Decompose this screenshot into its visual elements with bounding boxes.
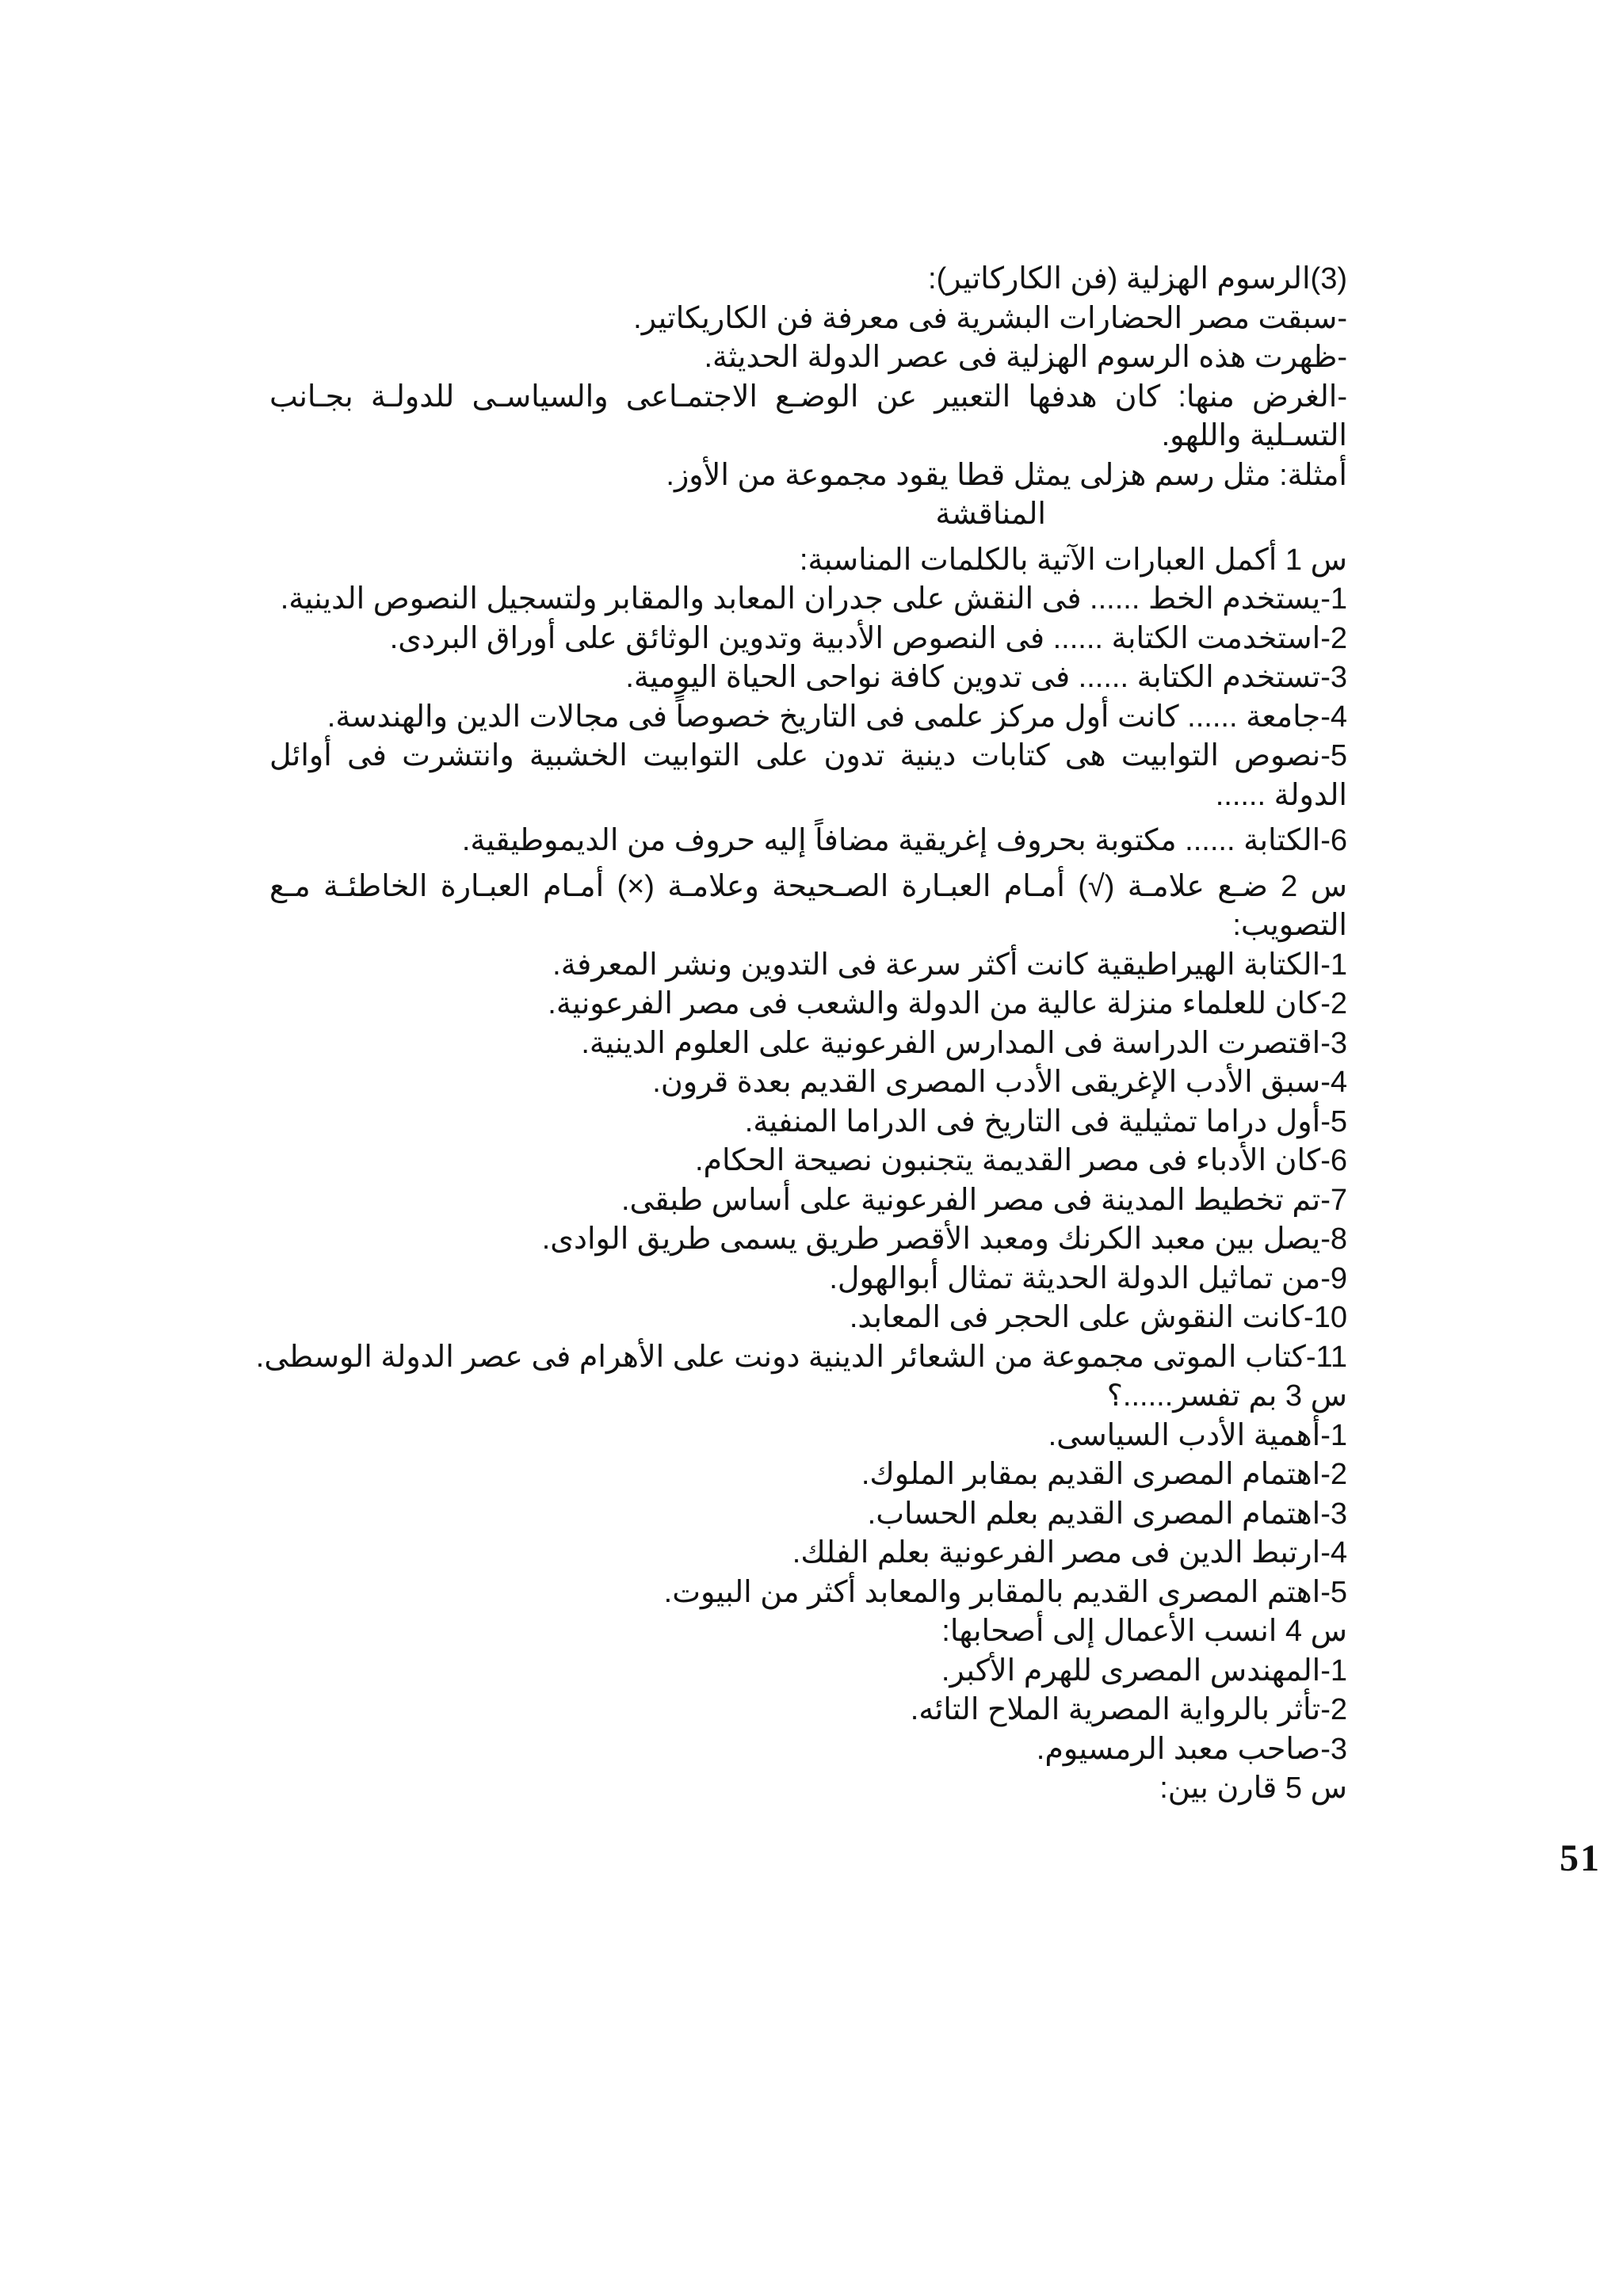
paragraph-line: -ظهرت هذه الرسوم الهزلية فى عصر الدولة الحديثة.: [704, 341, 1347, 374]
question-3-item: 5-اهتم المصرى القديم بالمقابر والمعابد أكثر من البيوت.: [663, 1575, 1347, 1609]
section-heading: (3)الرسوم الهزلية (فن الكاركاتير):: [928, 262, 1347, 296]
question-2-item: 1-الكتابة الهيراطيقية كانت أكثر سرعة فى التدوين ونشر المعرفة.: [552, 948, 1347, 982]
paragraph-line: -سبقت مصر الحضارات البشرية فى معرفة فن الكاريكاتير.: [633, 301, 1347, 335]
question-3-title: س 3 بم تفسر......؟: [1106, 1379, 1347, 1413]
question-1-title: س 1 أكمل العبارات الآتية بالكلمات المناسبة:: [799, 543, 1347, 577]
question-4-item: 2-تأثر بالرواية المصرية الملاح التائه.: [910, 1693, 1347, 1726]
question-3-item: 2-اهتمام المصرى القديم بمقابر الملوك.: [861, 1458, 1347, 1491]
question-1-item: 1-يستخدم الخط ...... فى النقش على جدران المعابد والمقابر ولتسجيل النصوص الدينية.: [280, 582, 1347, 616]
question-2-item: 4-سبق الأدب الإغريقى الأدب المصرى القديم بعدة قرون.: [652, 1066, 1347, 1099]
page-body: [255, 260, 1347, 1809]
question-2-item: 5-أول دراما تمثيلية فى التاريخ فى الدراما المنفية.: [744, 1104, 1347, 1138]
question-1-item: 2-استخدمت الكتابة ...... فى النصوص الأدبية وتدوين الوثائق على أوراق البردى.: [389, 621, 1347, 655]
question-1-item: 4-جامعة ...... كانت أول مركز علمى فى التاريخ خصوصاً فى مجالات الدين والهندسة.: [327, 700, 1347, 734]
question-1-item: 6-الكتابة ...... مكتوبة بحروف إغريقية مضافاً إليه حروف من الديموطيقية.: [461, 824, 1347, 857]
question-2-item: 11-كتاب الموتى مجموعة من الشعائر الدينية دونت على الأهرام فى عصر الدولة الوسطى.: [255, 1340, 1347, 1374]
paragraph-line: أمثلة: مثل رسم هزلى يمثل قطا يقود مجموعة من الأوز.: [666, 458, 1347, 492]
question-5-title: س 5 قارن بين:: [1159, 1772, 1347, 1805]
question-3-item: 4-ارتبط الدين فى مصر الفرعونية بعلم الفلك.: [792, 1536, 1347, 1569]
question-4-title: س 4 انسب الأعمال إلى أصحابها:: [941, 1615, 1347, 1648]
question-2-item: 3-اقتصرت الدراسة فى المدارس الفرعونية على العلوم الدينية.: [581, 1026, 1347, 1060]
question-2-item: 10-كانت النقوش على الحجر فى المعابد.: [849, 1301, 1347, 1334]
question-4-item: 3-صاحب معبد الرمسيوم.: [1036, 1732, 1347, 1766]
question-2-item: 8-يصل بين معبد الكرنك ومعبد الأقصر طريق يسمى طريق الوادى.: [541, 1222, 1347, 1256]
question-2-item: 9-من تماثيل الدولة الحديثة تمثال أبوالهول.: [829, 1261, 1347, 1295]
question-2-title: س 2 ضـع علامـة (√) أمـام العبـارة الصـحيحة وعلامـة (×) أمـام العبـارة الخاطئـة مـع التصويب:: [269, 869, 1347, 942]
question-3-item: 3-اهتمام المصرى القديم بعلم الحساب.: [867, 1497, 1347, 1531]
question-2-item: 6-كان الأدباء فى مصر القديمة يتجنبون نصيحة الحكام.: [694, 1144, 1347, 1177]
paragraph-line: -الغرض منها: كان هدفها التعبير عن الوضـع الاجتمـاعى والسياسـى للدولـة بجـانب التسـلية واللهو.: [269, 379, 1347, 452]
question-4-item: 1-المهندس المصرى للهرم الأكبر.: [941, 1653, 1347, 1688]
question-1-item: 5-نصوص التوابيت هى كتابات دينية تدون على التوابيت الخشبية وانتشرت فى أوائل الدولة ......: [269, 739, 1347, 812]
discussion-heading: المناقشة: [935, 498, 1046, 531]
question-2-item: 7-تم تخطيط المدينة فى مصر الفرعونية على أساس طبقى.: [621, 1183, 1347, 1217]
question-1-item: 3-تستخدم الكتابة ...... فى تدوين كافة نواحى الحياة اليومية.: [625, 661, 1347, 694]
page-number: 51: [1560, 1837, 1601, 1879]
question-2-item: 2-كان للعلماء منزلة عالية من الدولة والشعب فى مصر الفرعونية.: [548, 987, 1347, 1020]
question-3-item: 1-أهمية الأدب السياسى.: [1048, 1418, 1347, 1452]
